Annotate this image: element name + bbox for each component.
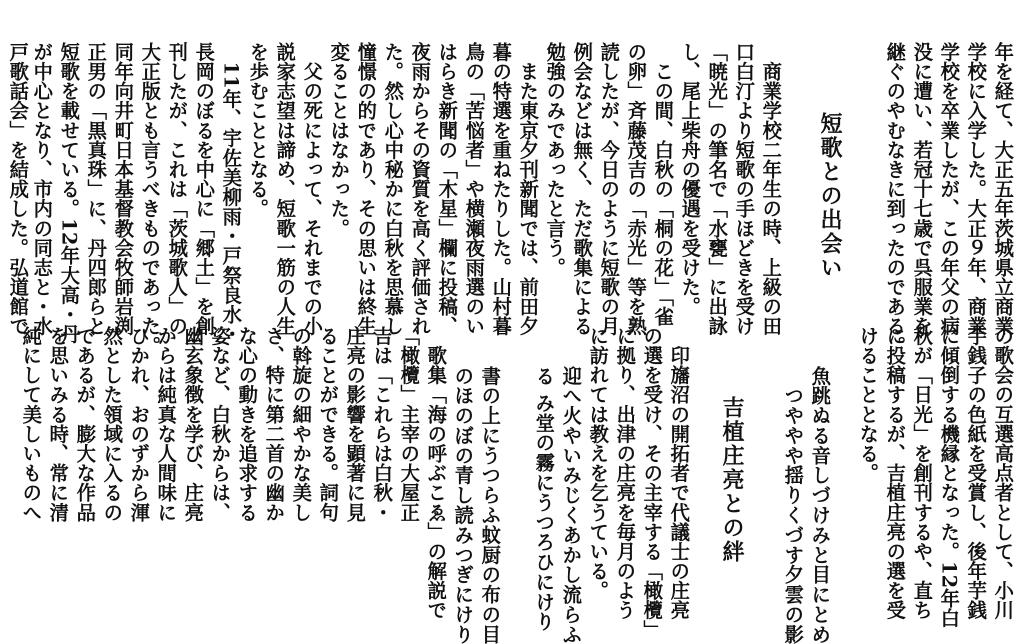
section-heading: 短歌との出会い [817, 64, 842, 280]
text-column: 学校を卒業したが、この年父の病 [937, 42, 961, 336]
text-column: 鳥の「苦悩者」や横瀬夜雨選のい [462, 42, 486, 336]
text-column: 純にして美しいものへ [19, 326, 43, 522]
text-column: 読したが、今日のように短歌の月 [597, 42, 621, 336]
text-column: 姿など、白秋からは、 [208, 326, 232, 522]
text-column: ることができる。詞句 [316, 326, 340, 522]
text-column: さ、特に第二首の幽か [262, 326, 286, 522]
text-column: 吉は「これらは白秋・ [370, 326, 394, 522]
text-column: に訪れては教えを乞うている。 [586, 326, 610, 601]
poem-line: 魚跳ぬる音しづけみと目にとめ [808, 326, 832, 644]
text-column: 変ることはなかった。 [327, 42, 351, 238]
text-column: が中心となり、市内の同志と・水 [30, 42, 54, 336]
text-column: 刊したが、これは「茨城歌人」の [165, 42, 189, 336]
text-column: に傾倒する機縁となった。12年白 [937, 326, 961, 628]
text-column: 勉強のみであったと言う。 [543, 42, 567, 278]
text-column: 説家志望は諦め、短歌一筋の人生 [273, 42, 297, 336]
text-column: この間、白秋の「桐の花」「雀 [651, 42, 675, 327]
text-column: 「暁光」の筆名で「水甕」に出詠 [705, 42, 729, 336]
text-column: に投稿するが、吉植庄亮の選を受 [883, 326, 907, 620]
text-column: 正男の「黒真珠」に、丹四郎らと [84, 42, 108, 336]
text-column: 庄亮の影響を顕著に見 [343, 326, 367, 522]
text-column: し、尾上柴舟の優遇を受けた。 [678, 42, 702, 317]
text-column: な心の動きを追求する [235, 326, 259, 522]
text-column: 例会などは無く、ただ歌集による [570, 42, 594, 336]
section-heading: 吉植庄亮との絆 [719, 348, 744, 564]
text-column: に拠り、出津の庄亮を毎月のよう [613, 326, 637, 620]
text-column: を思いみる時、常に清 [46, 326, 70, 522]
poem-line: 迎へ火やいみじくあかし流らふ [559, 326, 583, 644]
poem-line: つややや揺りくづす夕雲の影 [781, 326, 805, 644]
text-column: 憧憬の的であり、その思いは終生 [354, 42, 378, 336]
text-column: 大正版とも言うべきものであった。 [138, 42, 162, 356]
text-column: 芋銭子の色紙を受賞し、後年芋銭 [964, 326, 988, 620]
text-column: の斡旋の細やかな美し [289, 326, 313, 522]
text-column: 継ぐのやむなきに到ったのである。 [883, 42, 907, 356]
text-column: の選を受け、その主宰する「橄欖」 [640, 326, 664, 640]
text-column: 暮の特選を重ねたりした。山村暮 [489, 42, 513, 336]
text-column: けることとなる。 [856, 326, 880, 483]
text-column: ひかれ、おのずから渾 [127, 326, 151, 522]
text-column: 幽玄象徴を学び、庄亮 [181, 326, 205, 522]
text-column: の歌会の互選高点者として、小川 [991, 326, 1015, 620]
text-column: を歩むこととなる。 [246, 42, 270, 219]
text-column: 秋が「日光」を創刊するや、直ち [910, 326, 934, 620]
text-column: 印旛沼の開拓者で代議士の庄亮 [667, 326, 691, 620]
text-column: 学校に入学した。大正９年、商業 [964, 42, 988, 336]
text-column: 長岡のぼるを中心に「郷土」を創 [192, 42, 216, 336]
text-column: 短歌を載せている。12年大高・丹 [57, 42, 81, 344]
text-column: からは純真な人間味に [154, 326, 178, 522]
text-column: 11年、宇佐美柳雨・戸祭良水・ [219, 42, 243, 344]
text-column: 口白汀より短歌の手ほどきを受け [732, 42, 756, 336]
text-column: の卵」斉藤茂吉の「赤光」等を熟 [624, 42, 648, 336]
poem-line: のほのぼの青し読みつぎにけり [451, 326, 475, 644]
text-column: 父の死によって、それまでの小 [300, 42, 324, 336]
poem-line: る み堂の霧にうつろひにけり [532, 326, 556, 632]
text-column: 歌集「海の呼ぶこゑ」の解説で [424, 326, 448, 620]
text-column: また東京夕刊新聞では、前田夕 [516, 42, 540, 336]
text-column: 戸歌話会」を結成した。弘道館で [6, 42, 30, 336]
poem-line: 書の上にうつらふ蚊厨の布の目 [478, 326, 502, 644]
text-column: 没に遭い、若冠十七歳で呉服業を [910, 42, 934, 336]
text-column: た。然し心中秘かに白秋を思慕し [381, 42, 405, 336]
text-column: 夜雨からその資質を高く評価され [408, 42, 432, 336]
text-column: 年を経て、大正五年茨城県立商業 [991, 42, 1015, 336]
text-column: はらき新聞の「木星」欄に投稿、 [435, 42, 459, 336]
text-column: 同年向井町日本基督教会牧師岩渕 [111, 42, 135, 336]
text-column: 「橄欖」主宰の大屋正 [397, 326, 421, 522]
text-column: 商業学校二年生の時、上級の田 [759, 42, 783, 336]
text-column: であるが、膨大な作品 [73, 326, 97, 522]
text-column: 然とした領域に入るの [100, 326, 124, 522]
